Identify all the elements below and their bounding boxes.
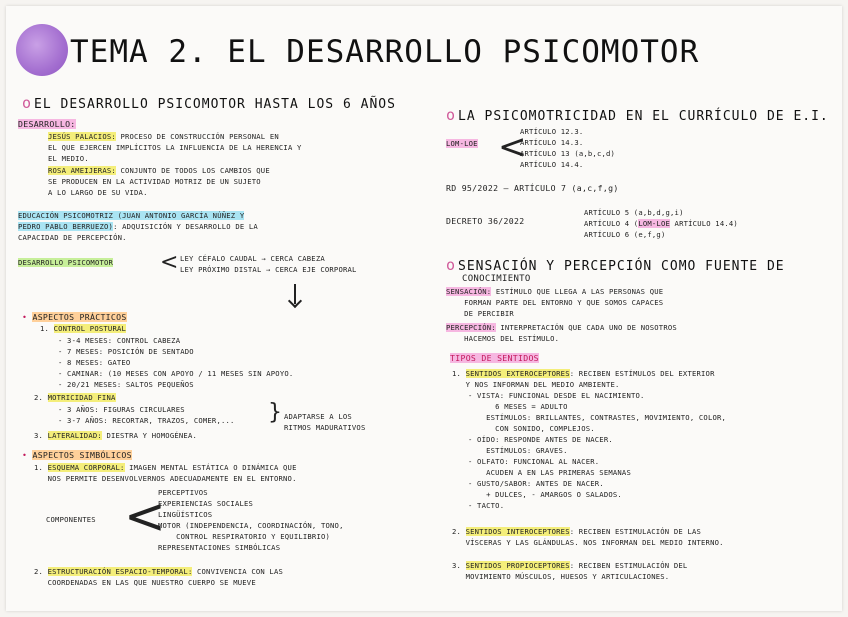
jesus-palacios-name: JESÚS PALACIOS: [48,132,116,141]
motricidad-fina-list: - 3 AÑOS: FIGURAS CIRCULARES - 3-7 AÑOS: RECORTAR, TRAZOS, COMER,... [58,405,235,425]
jesus-palacios-definition: JESÚS PALACIOS: PROCESO DE CONSTRUCCIÓN PERSONAL EN EL QUE EJERCEN IMPLÍCITOS LA INFLUENCIA DE LA HERENCIA Y EL MEDIO. [48,132,302,163]
control-postural-list: - 3-4 MESES: CONTROL CABEZA - 7 MESES: POSICIÓN DE SENTADO - 8 MESES: GATEO - CAMINAR: (10 MESES CON APOYO / 11 MESES SIN APOYO. - 20/21 MESES: SALTOS PEQUEÑOS [58,336,294,389]
rosa-ameijeras-name: ROSA AMEIJERAS: [48,166,116,175]
section-1-heading [22,94,396,112]
aspectos-practicos-heading: • ASPECTOS PRÁCTICOS [22,312,127,322]
brace-icon: < [124,487,166,545]
componentes-label: COMPONENTES [46,515,96,524]
componentes-list: PERCEPTIVOS EXPERIENCIAS SOCIALES LINGÜÍSTICOS MOTOR (INDEPENDENCIA, COORDINACIÓN, TONO, CONTROL RESPIRATORIO Y EQUILIBRIO) REPRESENTACIONES SIMBÓLICAS [158,488,344,552]
lom-loe-articulos: ARTÍCULO 12.3. ARTÍCULO 14.3. ARTÍCULO 13 (a,b,c,d) ARTÍCULO 14.4. [520,127,616,169]
page-title: TEMA 2. EL DESARROLLO PSICOMOTOR [70,34,700,70]
educacion-psicomotriz-definition: EDUCACIÓN PSICOMOTRIZ (JUAN ANTONIO GARCÍA NÚÑEZ Y PEDRO PABLO BERRUEZO): ADQUISICIÓN Y DESARROLLO DE LA CAPACIDAD DE PERCEPCIÓN. [18,211,258,242]
purple-dot-decoration [16,24,68,76]
exteroceptores-list: - VISTA: FUNCIONAL DESDE EL NACIMIENTO. 6 MESES = ADULTO ESTÍMULOS: BRILLANTES, CONTRASTES, MOVIMIENTO, COLOR, CON SONIDO, COMPLEJOS. - OÍDO: RESPONDE ANTES DE NACER. ESTÍMULOS: GRAVES. - OLFATO: FUNCIONAL AL NACER. ACUDEN A EN LAS PRIMERAS SEMANAS - GUSTO/SABOR: ANTES DE NACER. + DULCES, - AMARGOS O SALADOS. - TACTO. [468,391,727,510]
decreto-articulos: ARTÍCULO 5 (a,b,d,g,i) ARTÍCULO 4 (LOM-LOE ARTÍCULO 14.4) ARTÍCULO 6 (e,f,g) [584,208,738,239]
section-3-heading: o SENSACIÓN Y PERCEPCIÓN COMO FUENTE DE [446,256,785,274]
decreto-label: DECRETO 36/2022 [446,216,525,226]
bullet-circle-icon: o [446,106,457,124]
interoceptores-definition: 2. SENTIDOS INTEROCEPTORES: RECIBEN ESTIMULACIÓN DE LAS VÍSCERAS Y LAS GLÁNDULAS. NOS INFORMAN DEL MEDIO INTERNO. [452,527,724,547]
lom-loe-label: LOM-LOE [446,139,478,148]
percepcion-definition: PERCEPCIÓN: INTERPRETACIÓN QUE CADA UNO DE NOSOTROS HACEMOS DEL ESTÍMULO. [446,323,677,343]
control-postural-heading: 1. CONTROL POSTURAL [40,324,127,333]
aspectos-simbolicos-heading: • ASPECTOS SIMBÓLICOS [22,450,132,460]
exteroceptores-definition: 1. SENTIDOS EXTEROCEPTORES: RECIBEN ESTÍMULOS DEL EXTERIOR Y NOS INFORMAN DEL MEDIO AMBIENTE. [452,369,715,389]
motricidad-fina-note: ADAPTARSE A LOS RITMOS MADURATIVOS [284,412,366,432]
rosa-ameijeras-definition: ROSA AMEIJERAS: CONJUNTO DE TODOS LOS CAMBIOS QUE SE PRODUCEN EN LA ACTIVIDAD MOTRIZ DE UN SUJETO A LO LARGO DE SU VIDA. [48,166,270,197]
brace-icon: < [498,127,527,167]
bullet-circle-icon: o [22,94,33,112]
brace-icon: < [160,250,179,275]
down-arrow-icon [294,284,296,304]
motricidad-fina-heading: 2. MOTRICIDAD FINA [34,393,116,402]
desarrollo-label: DESARROLLO: [18,119,76,129]
desarrollo-psicomotor-label: DESARROLLO PSICOMOTOR [18,258,114,267]
leyes-list: LEY CÉFALO CAUDAL → CERCA CABEZA LEY PRÓXIMO DISTAL → CERCA EJE CORPORAL [180,254,357,274]
propioceptores-definition: 3. SENTIDOS PROPIOCEPTORES: RECIBEN ESTIMULACIÓN DEL MOVIMIENTO MÚSCULOS, HUESOS Y ARTICULACIONES. [452,561,688,581]
bullet-circle-icon: o [446,256,457,274]
section-3-title-line2: CONOCIMIENTO [462,274,531,284]
lateralidad-line: 3. LATERALIDAD: DIESTRA Y HOMOGÉNEA. [34,431,197,440]
section-1-title: EL DESARROLLO PSICOMOTOR HASTA LOS 6 AÑOS [34,97,396,112]
sensacion-definition: SENSACIÓN: ESTÍMULO QUE LLEGA A LAS PERSONAS QUE FORMAN PARTE DEL ENTORNO Y QUE SOMOS CAPACES DE PERCIBIR [446,287,664,318]
esquema-corporal-definition: 1. ESQUEMA CORPORAL: IMAGEN MENTAL ESTÁTICA O DINÁMICA QUE NOS PERMITE DESENVOLVERNOS ADECUADAMENTE EN EL ENTORNO. [34,463,297,483]
brace-icon: } [268,400,282,425]
tipos-sentidos-heading: TIPOS DE SENTIDOS [450,353,539,363]
section-2-title: LA PSICOMOTRICIDAD EN EL CURRÍCULO DE E.I. [458,109,829,124]
section-2-heading [446,106,829,124]
estructuracion-espacio-temporal-definition: 2. ESTRUCTURACIÓN ESPACIO-TEMPORAL: CONVIVENCIA CON LAS COORDENADAS EN LAS QUE NUESTRO CUERPO SE MUEVE [34,567,284,587]
rd-line: RD 95/2022 — ARTÍCULO 7 (a,c,f,g) [446,183,619,193]
